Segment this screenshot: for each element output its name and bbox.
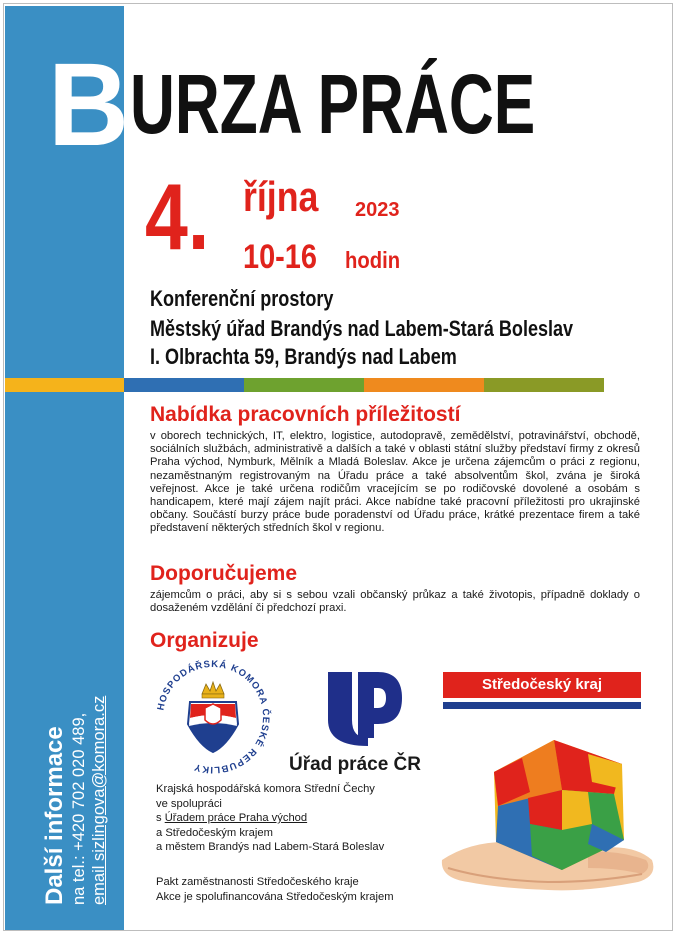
urad-prace-logo <box>322 664 408 750</box>
info-line-3: s Úřadem práce Praha východ <box>156 812 308 824</box>
kraj-label: Středočeský kraj <box>443 672 641 698</box>
organizer-info <box>156 782 384 855</box>
info-line-3-link[interactable]: Úřadem práce Praha východ <box>164 812 308 824</box>
event-day: 4. <box>145 164 210 269</box>
strip-olive <box>484 378 604 392</box>
recommend-heading: Doporučujeme <box>150 562 298 585</box>
side-info-title: Další informace <box>41 726 68 905</box>
venue-line-2: Městský úřad Brandýs nad Labem-Stará Boleslav <box>150 316 574 341</box>
strip-orange <box>364 378 484 392</box>
event-hours: 10-16 <box>243 238 317 276</box>
info-line-6: Pakt zaměstnanosti Středočeského kraje <box>156 876 359 888</box>
stredocesky-kraj-logo <box>443 672 641 709</box>
side-info-email-text[interactable]: email sizlingova@komora.cz <box>90 695 108 905</box>
seal-lettering: HOSPODÁŘSKÁ KOMORA ČESKÉ REPUBLIKY <box>155 658 272 776</box>
side-info-email[interactable] <box>89 385 109 905</box>
info-line-1: Krajská hospodářská komora Střední Čechy <box>156 783 375 795</box>
strip-green <box>244 378 364 392</box>
title-initial: B <box>48 39 128 171</box>
event-month: října <box>243 173 319 220</box>
side-info-phone: na tel.: +420 702 020 489, <box>70 712 88 905</box>
info-line-2: ve spolupráci <box>156 797 222 810</box>
offers-heading: Nabídka pracovních příležitostí <box>150 403 461 426</box>
event-hours-unit: hodin <box>345 247 401 273</box>
urad-prace-label: Úřad práce ČR <box>289 754 421 775</box>
strip-blue <box>124 378 244 392</box>
recommend-text: zájemcům o práci, aby si s sebou vzali občanský průkaz a také životopis, případně doklady o dosaženém vzdělání či předchozí praxi. <box>150 589 640 615</box>
page-title: URZA PRÁCE <box>130 57 536 151</box>
event-year: 2023 <box>355 199 400 221</box>
side-info <box>41 385 109 905</box>
organizer-heading: Organizuje <box>150 629 259 652</box>
pakt-info <box>156 875 394 904</box>
info-line-5: a městem Brandýs nad Labem-Stará Boleslav <box>156 841 385 853</box>
hand-with-cube-image <box>438 732 666 902</box>
venue-line-3: I. Olbrachta 59, Brandýs nad Labem <box>150 344 457 369</box>
info-line-7: Akce je spolufinancována Středočeským krajem <box>156 890 394 903</box>
venue-line-1: Konferenční prostory <box>150 286 334 311</box>
chamber-seal-logo <box>150 654 276 780</box>
info-line-4: a Středočeským krajem <box>156 826 273 839</box>
offers-text: v oborech technických, IT, elektro, logistice, autodopravě, zemědělství, potravinářství, obchodě, sociálních službách, administrativě a dalších a také v oblasti státní služby představí firmy z okresů Praha východ, Nymburk, Mělník a Mladá Boleslav. Akce je určena zájemcům o práci z regionu, nezaměstnaným registrovaným na Úřadu práce a také absolventům škol, zvána je široká veřejnost. Akce je také určena rodičům vracejícím se po rodičovské dovolené a osobám s handicapem, které mají zájem najít práci. Akce nabídne také pracovní příležitosti pro ukrajinské občany. Součástí burzy práce bude poradenství od Úřadu práce, krátké prezentace firem a také představení některých středních škol v regionu. <box>150 430 640 535</box>
